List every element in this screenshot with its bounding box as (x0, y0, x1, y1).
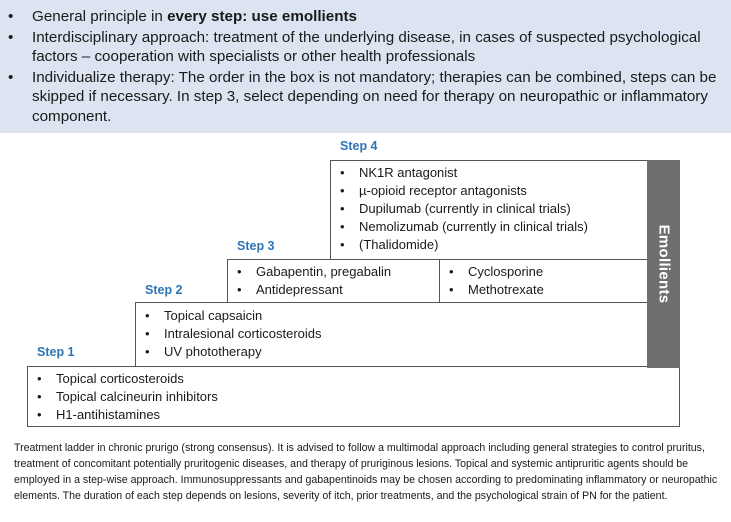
principle-item (8, 28, 721, 67)
step4-item (331, 236, 647, 254)
principles-list (8, 7, 721, 126)
step1-list (28, 370, 679, 424)
bullet: • (8, 68, 14, 86)
step3-box-inflammatory (439, 259, 648, 303)
step4-item-text: Dupilumab (currently in clinical trials) (359, 201, 571, 216)
step4-item-text: NK1R antagonist (359, 165, 458, 180)
step4-item (331, 218, 647, 236)
step2-list (136, 307, 647, 361)
bullet: • (8, 28, 14, 46)
step3-item (228, 263, 439, 281)
step3-box-neuropathic (227, 259, 440, 303)
principle-item (8, 68, 721, 127)
step3-item (228, 281, 439, 299)
bullet: • (449, 282, 454, 297)
bullet: • (237, 264, 242, 279)
figure-caption: Treatment ladder in chronic prurigo (strong consensus). It is advised to follow a multimodal approach including general strategies to control pruritus, treatment of concomitant potentially pruritogenic diseases, and therapy of pruriginous lesions. Topical and systemic antipruritic agents should be employed in a step-wise approach. Immunosuppressants and gabapentinoids may be chosen according to predominating inflammatory or neuropathic elements. The duration of each step depends on lesions, severity of itch, prior treatments, and the psychological strain of PN for the patient. (14, 442, 718, 502)
step3-item (440, 263, 647, 281)
bullet: • (145, 344, 150, 359)
principle-text: Interdisciplinary approach: treatment of the underlying disease, in cases of suspected psychological factors – cooperation with specialists or other health professionals (32, 28, 701, 65)
step1-item (28, 406, 679, 424)
bullet: • (340, 219, 345, 234)
principle-text: Individualize therapy: The order in the box is not mandatory; therapies can be combined, steps can be skipped if necessary. In step 3, select depending on need for therapy on neuropathic or inflammatory component. (32, 68, 717, 125)
step2-item (136, 325, 647, 343)
principle-item (8, 7, 721, 27)
step3-item (440, 281, 647, 299)
bullet: • (340, 183, 345, 198)
step1-item (28, 388, 679, 406)
bullet: • (8, 8, 14, 25)
bullet: • (145, 308, 150, 323)
step2-label: Step 2 (145, 283, 183, 297)
step4-box (330, 160, 648, 260)
step3-item-text: Gabapentin, pregabalin (256, 264, 392, 279)
bullet: • (340, 201, 345, 216)
step3-item-text: Methotrexate (468, 282, 544, 297)
step1-item (28, 370, 679, 388)
principle-text: General principle in (32, 8, 168, 25)
step2-item-text: Intralesional corticosteroids (164, 326, 322, 341)
principle-bold: every step: use emollients (167, 8, 358, 25)
step4-item-text: Nemolizumab (currently in clinical trials) (359, 219, 589, 234)
bullet: • (237, 282, 242, 297)
bullet: • (340, 237, 345, 252)
step4-item (331, 164, 647, 182)
step1-item-text: Topical corticosteroids (56, 371, 184, 386)
step1-box (27, 366, 680, 427)
step1-label: Step 1 (37, 345, 75, 359)
step4-label: Step 4 (340, 139, 378, 153)
bullet: • (37, 371, 42, 386)
bullet: • (145, 326, 150, 341)
step3-item-text: Cyclosporine (468, 264, 544, 279)
step3-item-text: Antidepressant (256, 282, 343, 297)
step3-list-left (228, 263, 439, 299)
principles-panel (0, 0, 731, 133)
step2-item-text: UV phototherapy (164, 344, 262, 359)
bullet: • (37, 407, 42, 422)
step4-item-text: (Thalidomide) (359, 237, 439, 252)
step1-item-text: Topical calcineurin inhibitors (56, 389, 218, 404)
emollients-bar (647, 160, 680, 368)
step4-item-text: µ-opioid receptor antagonists (359, 183, 527, 198)
bullet: • (449, 264, 454, 279)
step4-item (331, 200, 647, 218)
step2-item-text: Topical capsaicin (164, 308, 263, 323)
step3-list-right (440, 263, 647, 299)
step2-item (136, 343, 647, 361)
emollients-label: Emollients (655, 224, 672, 304)
step3-label: Step 3 (237, 239, 275, 253)
step2-item (136, 307, 647, 325)
bullet: • (37, 389, 42, 404)
step1-item-text: H1-antihistamines (56, 407, 161, 422)
step4-item (331, 182, 647, 200)
step4-list (331, 164, 647, 254)
step2-box (135, 302, 648, 367)
bullet: • (340, 165, 345, 180)
